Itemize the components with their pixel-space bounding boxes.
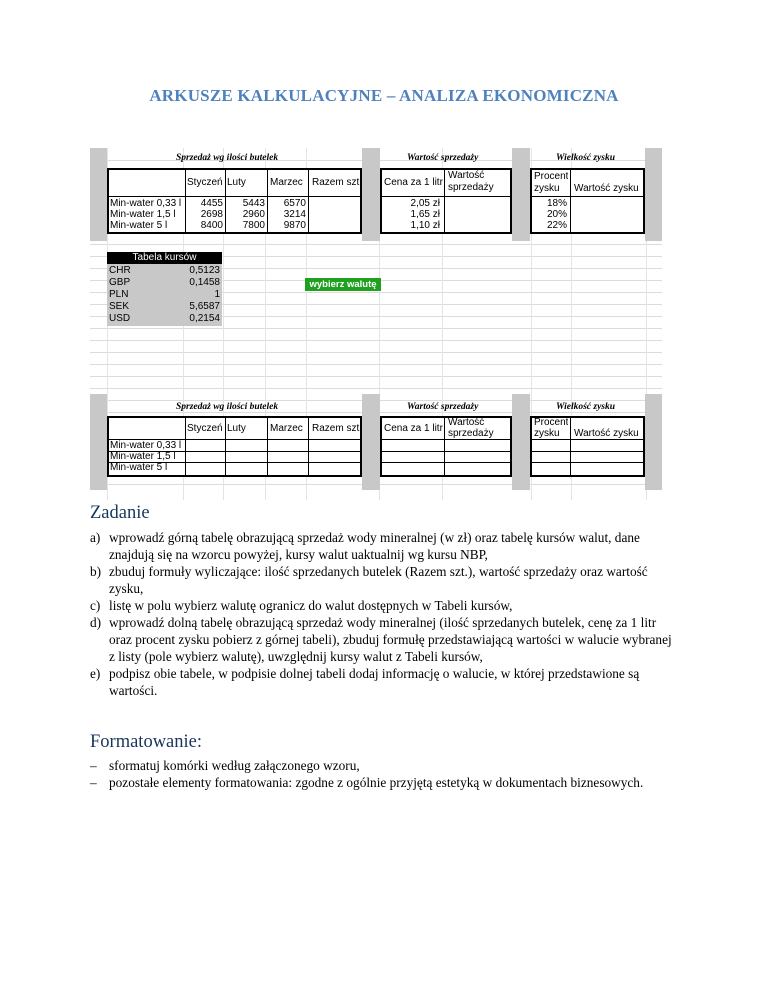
task-text: wprowadź dolną tabelę obrazującą sprzedaż wody mineralnej (ilość sprzedanych butelek, cenę za 1 litr oraz procent zysku pobierz z górnej tabeli), zbuduj formułę przedstawiającą wartości w walucie wybranej z listy (pole wybierz walutę), uwzględnij kursy walut z Tabeli kursów, bbox=[109, 615, 672, 664]
header-pct-1: Procent bbox=[534, 171, 569, 182]
format-text: sformatuj komórki według załączonego wzoru, bbox=[109, 758, 360, 773]
row-name: Min-water 5 l bbox=[110, 220, 168, 231]
rates-header: Tabela kursów bbox=[107, 252, 222, 264]
format-heading: Formatowanie: bbox=[90, 732, 203, 752]
bottom-sales-value-table bbox=[380, 416, 512, 477]
rate-value: 0,1458 bbox=[189, 277, 220, 288]
cell-price: 1,10 zł bbox=[410, 220, 440, 231]
bottom-sales-qty-table bbox=[107, 416, 362, 477]
task-list bbox=[90, 529, 680, 699]
cell-jan: 2698 bbox=[200, 209, 223, 220]
format-text: pozostałe elementy formatowania: zgodne z ogólnie przyjętą estetyką w dokumentach biznesowych. bbox=[109, 775, 644, 790]
header-jan: Styczeń bbox=[187, 423, 223, 434]
cell-feb: 2960 bbox=[242, 209, 265, 220]
task-marker: d) bbox=[90, 615, 102, 630]
top-sales-qty-table bbox=[107, 168, 362, 234]
row-name: Min-water 5 l bbox=[110, 462, 168, 473]
cell-pct: 18% bbox=[546, 198, 567, 209]
task-text: listę w polu wybierz walutę ogranicz do walut dostępnych w Tabeli kursów, bbox=[109, 598, 513, 613]
task-marker: b) bbox=[90, 564, 102, 579]
bottom-profit-table bbox=[530, 416, 645, 477]
caption-sales-value: Wartość sprzedaży bbox=[407, 153, 479, 163]
caption-sales-value-bottom: Wartość sprzedaży bbox=[407, 402, 479, 412]
format-marker: – bbox=[90, 758, 97, 773]
header-profit-value: Wartość zysku bbox=[574, 183, 639, 194]
header-pct-1: Procent bbox=[534, 417, 569, 428]
cell-price: 2,05 zł bbox=[410, 198, 440, 209]
header-value-1: Wartość bbox=[448, 170, 485, 181]
caption-profit: Wielkość zysku bbox=[556, 153, 616, 163]
caption-profit-bottom: Wielkość zysku bbox=[556, 402, 616, 412]
rate-value: 5,6587 bbox=[189, 301, 220, 312]
header-value-2: sprzedaży bbox=[448, 428, 494, 439]
cell-feb: 7800 bbox=[242, 220, 265, 231]
header-mar: Marzec bbox=[270, 423, 303, 434]
format-item bbox=[90, 774, 680, 791]
rate-value: 1 bbox=[214, 289, 220, 300]
header-jan: Styczeń bbox=[187, 177, 223, 188]
task-text: zbuduj formuły wyliczające: ilość sprzedanych butelek (Razem szt.), wartość sprzedaży oraz wartość zysku, bbox=[109, 564, 648, 596]
cell-mar: 3214 bbox=[283, 209, 306, 220]
task-marker: e) bbox=[90, 666, 101, 681]
caption-sales-qty: Sprzedaż wg ilości butelek bbox=[176, 153, 279, 163]
rates-table bbox=[107, 252, 222, 326]
rate-code: SEK bbox=[109, 301, 130, 312]
task-item bbox=[90, 665, 680, 699]
rate-code: CHR bbox=[109, 265, 131, 276]
row-name: Min-water 1,5 l bbox=[110, 451, 176, 462]
spreadsheet-image bbox=[90, 148, 662, 500]
row-name: Min-water 0,33 l bbox=[110, 198, 182, 209]
caption-sales-qty-bottom: Sprzedaż wg ilości butelek bbox=[176, 402, 279, 412]
top-profit-table bbox=[530, 168, 645, 234]
task-item bbox=[90, 597, 680, 614]
rate-code: GBP bbox=[109, 277, 131, 288]
cell-mar: 6570 bbox=[283, 198, 306, 209]
rate-code: USD bbox=[109, 313, 131, 324]
header-feb: Luty bbox=[227, 177, 246, 188]
format-item bbox=[90, 757, 680, 774]
header-pct-2: zysku bbox=[534, 428, 560, 439]
header-value-1: Wartość bbox=[448, 417, 485, 428]
row-name: Min-water 1,5 l bbox=[110, 209, 176, 220]
task-text: podpisz obie tabele, w podpisie dolnej tabeli dodaj informację o walucie, w której przedstawione są wartości. bbox=[109, 666, 640, 698]
cell-mar: 9870 bbox=[283, 220, 306, 231]
header-mar: Marzec bbox=[270, 177, 303, 188]
task-item bbox=[90, 614, 680, 665]
cell-pct: 20% bbox=[546, 209, 567, 220]
cell-jan: 4455 bbox=[200, 198, 223, 209]
cell-price: 1,65 zł bbox=[410, 209, 440, 220]
cell-feb: 5443 bbox=[242, 198, 265, 209]
header-profit-value: Wartość zysku bbox=[574, 428, 639, 439]
header-total: Razem szt. bbox=[312, 177, 363, 188]
format-list bbox=[90, 757, 680, 791]
cell-pct: 22% bbox=[546, 220, 567, 231]
header-price: Cena za 1 litr bbox=[384, 423, 443, 434]
task-item bbox=[90, 563, 680, 597]
format-marker: – bbox=[90, 775, 97, 790]
header-total: Razem szt. bbox=[312, 423, 363, 434]
task-marker: a) bbox=[90, 530, 101, 545]
currency-picker[interactable]: wybierz walutę bbox=[305, 278, 381, 291]
row-name: Min-water 0,33 l bbox=[110, 440, 182, 451]
task-item bbox=[90, 529, 680, 563]
header-value-2: sprzedaży bbox=[448, 182, 494, 193]
rate-value: 0,5123 bbox=[189, 265, 220, 276]
rate-code: PLN bbox=[109, 289, 129, 300]
header-pct-2: zysku bbox=[534, 183, 560, 194]
task-heading: Zadanie bbox=[90, 503, 150, 523]
task-text: wprowadź górną tabelę obrazującą sprzedaż wody mineralnej (w zł) oraz tabelę kursów walut, dane znajdują się na wzorcu powyżej, kursy walut uaktualnij wg kursu NBP, bbox=[109, 530, 640, 562]
rate-value: 0,2154 bbox=[189, 313, 220, 324]
task-marker: c) bbox=[90, 598, 101, 613]
top-sales-value-table bbox=[380, 168, 512, 234]
page-title: ARKUSZE KALKULACYJNE – ANALIZA EKONOMICZNA bbox=[149, 86, 619, 105]
cell-jan: 8400 bbox=[200, 220, 223, 231]
header-feb: Luty bbox=[227, 423, 246, 434]
header-price: Cena za 1 litr bbox=[384, 177, 443, 188]
